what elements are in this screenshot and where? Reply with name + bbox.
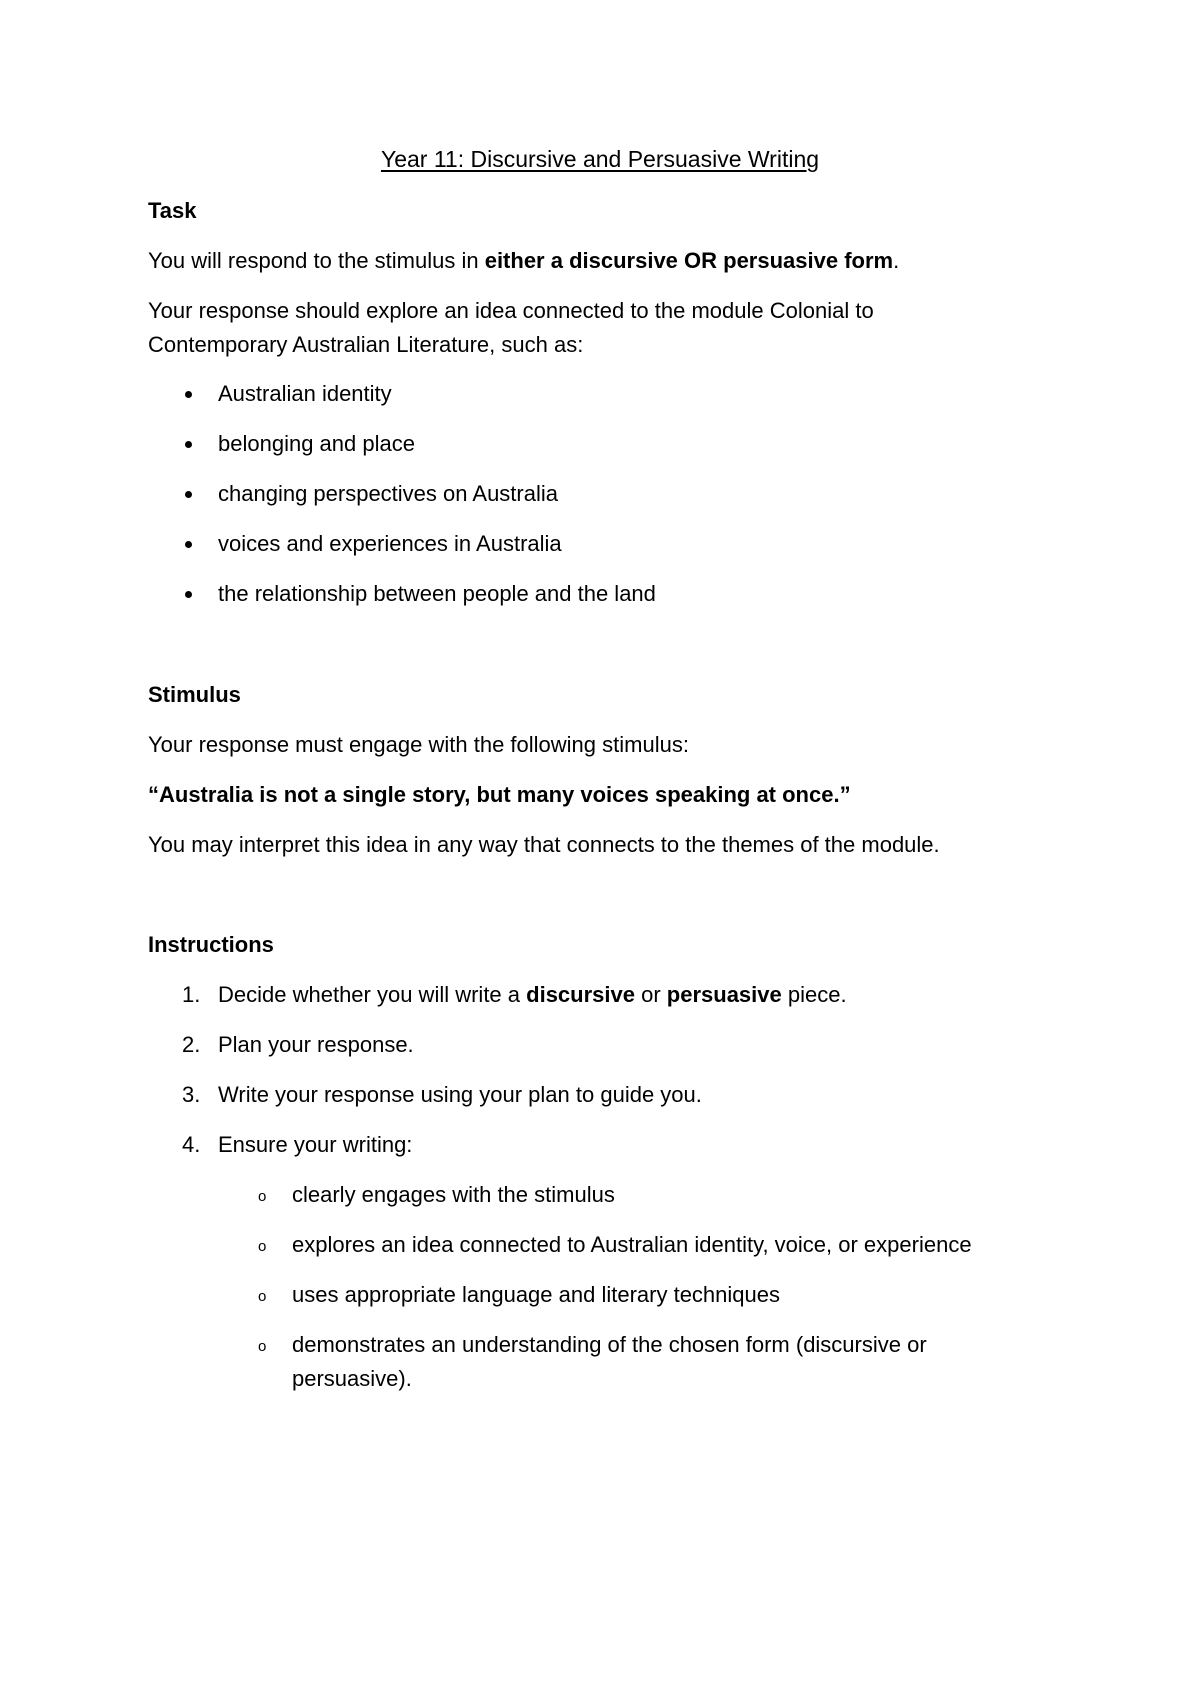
list-number: 1. xyxy=(182,982,201,1007)
sub-list-item-continuation: persuasive). xyxy=(292,1366,412,1391)
instruction-1-mid: or xyxy=(634,982,667,1007)
stimulus-intro: Your response must engage with the following stimulus: xyxy=(148,732,689,757)
task-heading: Task xyxy=(148,198,197,223)
instruction-item-1 xyxy=(218,978,847,1012)
bullet-dot-icon xyxy=(185,591,192,598)
task-paragraph-2-line-1: Your response should explore an idea connected to the module Colonial to xyxy=(148,298,874,323)
circle-bullet-icon: o xyxy=(258,1238,267,1255)
circle-bullet-icon: o xyxy=(258,1288,267,1305)
sub-list-item: demonstrates an understanding of the chosen form (discursive or xyxy=(292,1332,927,1357)
bullet-dot-icon xyxy=(185,441,192,448)
instruction-1-pre: Decide whether you will write a xyxy=(218,982,527,1007)
list-number: 3. xyxy=(182,1082,201,1107)
bullet-dot-icon xyxy=(185,491,192,498)
sub-list-item: uses appropriate language and literary techniques xyxy=(292,1282,780,1307)
instruction-1-bold-discursive: discursive xyxy=(526,982,635,1007)
list-item: the relationship between people and the land xyxy=(218,581,656,606)
stimulus-note: You may interpret this idea in any way that connects to the themes of the module. xyxy=(148,832,940,857)
list-number: 2. xyxy=(182,1032,201,1057)
bullet-dot-icon xyxy=(185,391,192,398)
list-item: changing perspectives on Australia xyxy=(218,481,558,506)
list-item: voices and experiences in Australia xyxy=(218,531,562,556)
stimulus-heading: Stimulus xyxy=(148,682,241,707)
instruction-item-2: Plan your response. xyxy=(218,1032,414,1057)
sub-list-item: clearly engages with the stimulus xyxy=(292,1182,615,1207)
circle-bullet-icon: o xyxy=(258,1188,267,1205)
circle-bullet-icon: o xyxy=(258,1338,267,1355)
instruction-item-4: Ensure your writing: xyxy=(218,1132,413,1157)
list-item: Australian identity xyxy=(218,381,392,406)
instruction-1-post: piece. xyxy=(781,982,847,1007)
list-item: belonging and place xyxy=(218,431,415,456)
task-paragraph-2-line-2: Contemporary Australian Literature, such as: xyxy=(148,332,584,357)
bullet-dot-icon xyxy=(185,541,192,548)
instruction-1-bold-persuasive: persuasive xyxy=(666,982,782,1007)
list-number: 4. xyxy=(182,1132,201,1157)
task-p1-pre: You will respond to the stimulus in xyxy=(148,248,485,273)
sub-list-item: explores an idea connected to Australian identity, voice, or experience xyxy=(292,1232,972,1257)
task-paragraph-1 xyxy=(148,244,899,278)
instruction-item-3: Write your response using your plan to guide you. xyxy=(218,1082,702,1107)
stimulus-quote: “Australia is not a single story, but many voices speaking at once.” xyxy=(148,782,851,807)
task-p1-bold: either a discursive OR persuasive form xyxy=(484,248,894,273)
page-title: Year 11: Discursive and Persuasive Writing xyxy=(380,146,820,172)
task-p1-post: . xyxy=(893,248,900,273)
instructions-heading: Instructions xyxy=(148,932,274,957)
